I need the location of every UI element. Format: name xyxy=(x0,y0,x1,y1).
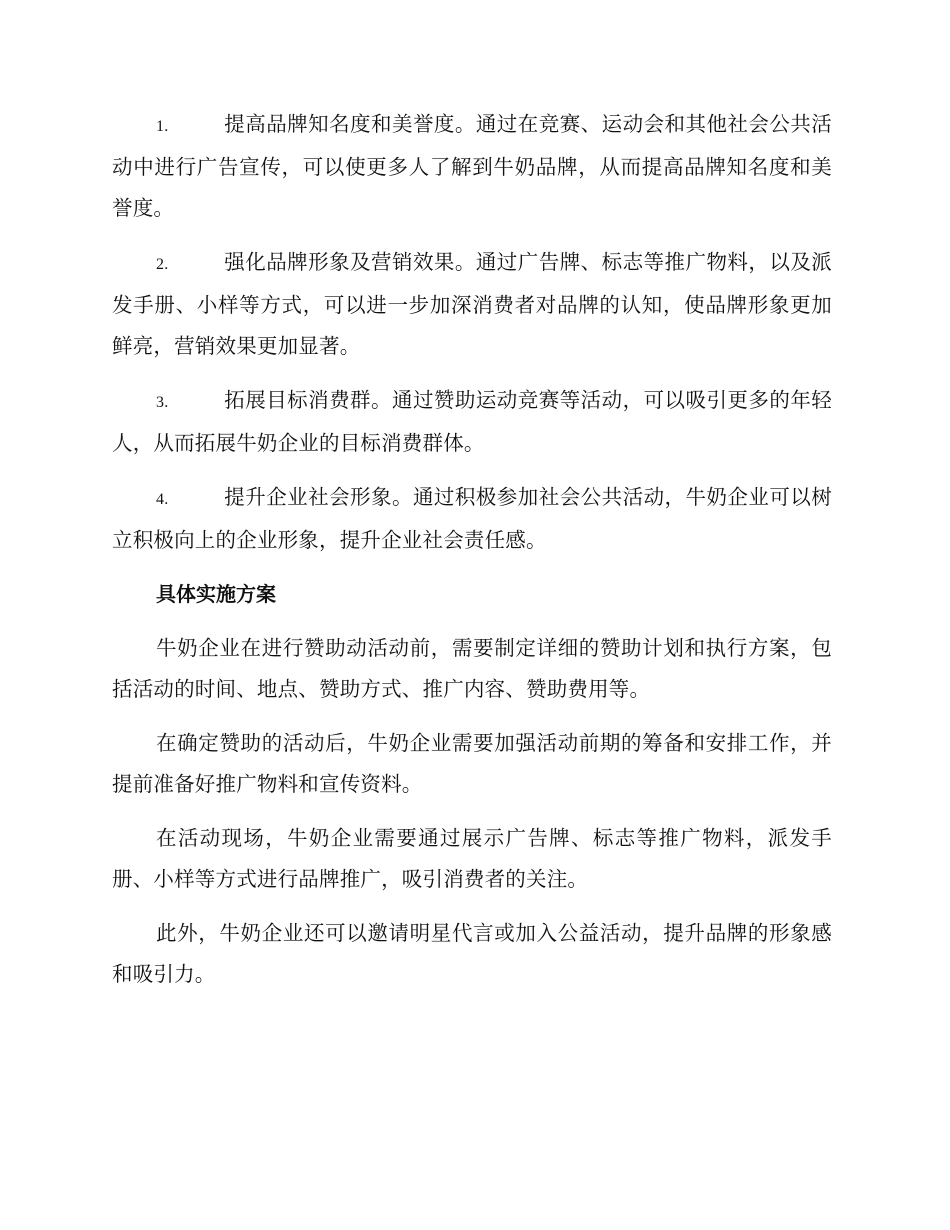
list-item-text: 提高品牌知名度和美誉度。通过在竞赛、运动会和其他社会公共活动中进行广告宣传，可以使更多人了解到牛奶品牌，从而提高品牌知名度和美誉度。 xyxy=(112,112,832,220)
paragraph-4: 此外，牛奶企业还可以邀请明星代言或加入公益活动，提升品牌的形象感和吸引力。 xyxy=(112,921,832,986)
document-body xyxy=(112,104,832,1008)
paragraph-1: 牛奶企业在进行赞助动活动前，需要制定详细的赞助计划和执行方案，包括活动的时间、地点、赞助方式、推广内容、赞助费用等。 xyxy=(112,636,832,701)
list-number: 2. xyxy=(156,256,169,273)
list-number: 3. xyxy=(156,394,169,411)
list-number: 4. xyxy=(156,491,169,508)
list-item-text: 提升企业社会形象。通过积极参加社会公共活动，牛奶企业可以树立积极向上的企业形象，提升企业社会责任感。 xyxy=(112,485,832,552)
paragraph-2: 在确定赞助的活动后，牛奶企业需要加强活动前期的筹备和安排工作，并提前准备好推广物料和宣传资料。 xyxy=(112,731,832,796)
list-number: 1. xyxy=(156,118,169,135)
list-item-text: 拓展目标消费群。通过赞助运动竞赛等活动，可以吸引更多的年轻人，从而拓展牛奶企业的目标消费群体。 xyxy=(112,388,832,455)
section-heading: 具体实施方案 xyxy=(156,582,276,606)
list-item-1 xyxy=(112,104,832,229)
paragraph-3: 在活动现场，牛奶企业需要通过展示广告牌、标志等推广物料，派发手册、小样等方式进行品牌推广，吸引消费者的关注。 xyxy=(112,826,832,891)
list-item-3 xyxy=(112,380,832,464)
list-item-4 xyxy=(112,477,832,561)
list-item-2 xyxy=(112,242,832,367)
list-item-text: 强化品牌形象及营销效果。通过广告牌、标志等推广物料，以及派发手册、小样等方式，可以进一步加深消费者对品牌的认知，使品牌形象更加鲜亮，营销效果更加显著。 xyxy=(112,250,832,358)
